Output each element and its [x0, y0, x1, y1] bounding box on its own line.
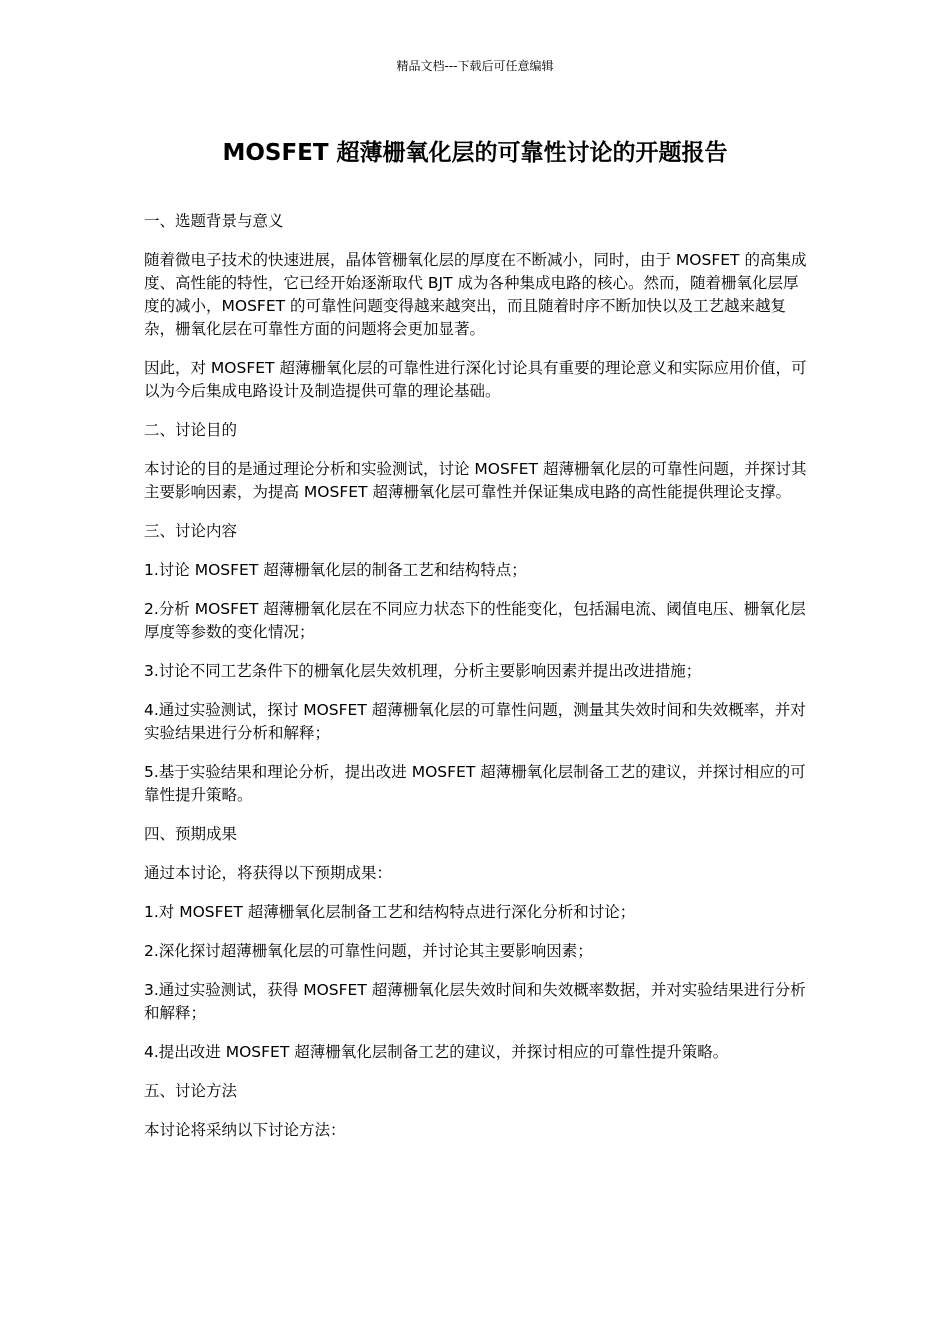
header-note: 精品文档---下载后可任意编辑 [396, 59, 554, 73]
list-item: 1.讨论 MOSFET 超薄栅氧化层的制备工艺和结构特点； [144, 561, 527, 579]
paragraph-significance: 因此，对 MOSFET 超薄栅氧化层的可靠性进行深化讨论具有重要的理论意义和实际应用价值，可以为今后集成电路设计及制造提供可靠的理论基础。 [144, 359, 807, 400]
section-heading-content: 三、讨论内容 [144, 522, 238, 540]
section-heading-purpose: 二、讨论目的 [144, 421, 238, 439]
section-heading-methods: 五、讨论方法 [144, 1082, 238, 1100]
paragraph-expected-intro: 通过本讨论，将获得以下预期成果： [144, 864, 393, 882]
list-item: 4.通过实验测试，探讨 MOSFET 超薄栅氧化层的可靠性问题，测量其失效时间和失效概率，并对实验结果进行分析和解释； [144, 701, 806, 742]
section-heading-expected-results: 四、预期成果 [144, 825, 238, 843]
list-item: 1.对 MOSFET 超薄栅氧化层制备工艺和结构特点进行深化分析和讨论； [144, 903, 636, 921]
list-item: 3.讨论不同工艺条件下的栅氧化层失效机理，分析主要影响因素并提出改进措施； [144, 662, 702, 680]
list-item: 5.基于实验结果和理论分析，提出改进 MOSFET 超薄栅氧化层制备工艺的建议，并探讨相应的可靠性提升策略。 [144, 763, 806, 804]
list-item: 4.提出改进 MOSFET 超薄栅氧化层制备工艺的建议，并探讨相应的可靠性提升策略。 [144, 1043, 729, 1061]
section-heading-background: 一、选题背景与意义 [144, 212, 284, 230]
list-item: 2.分析 MOSFET 超薄栅氧化层在不同应力状态下的性能变化，包括漏电流、阈值电压、栅氧化层厚度等参数的变化情况； [144, 600, 806, 641]
list-item: 2.深化探讨超薄栅氧化层的可靠性问题，并讨论其主要影响因素； [144, 942, 593, 960]
paragraph-methods-intro: 本讨论将采纳以下讨论方法： [144, 1121, 346, 1139]
paragraph-background: 随着微电子技术的快速进展，晶体管栅氧化层的厚度在不断减小，同时，由于 MOSFET 的高集成度、高性能的特性，它已经开始逐渐取代 BJT 成为各种集成电路的核心。然而，随着栅氧化层厚度的减小，MOSFET 的可靠性问题变得越来越突出，而且随着时序不断加快以及工艺越来越复杂，栅氧化层在可靠性方面的问题将会更加显著。 [144, 251, 807, 338]
list-item: 3.通过实验测试，获得 MOSFET 超薄栅氧化层失效时间和失效概率数据，并对实验结果进行分析和解释； [144, 981, 806, 1022]
paragraph-purpose: 本讨论的目的是通过理论分析和实验测试，讨论 MOSFET 超薄栅氧化层的可靠性问题，并探讨其主要影响因素，为提高 MOSFET 超薄栅氧化层可靠性并保证集成电路的高性能提供理论支撑。 [144, 460, 807, 501]
document-title: MOSFET 超薄栅氧化层的可靠性讨论的开题报告 [222, 140, 728, 166]
document-body [144, 210, 812, 1158]
